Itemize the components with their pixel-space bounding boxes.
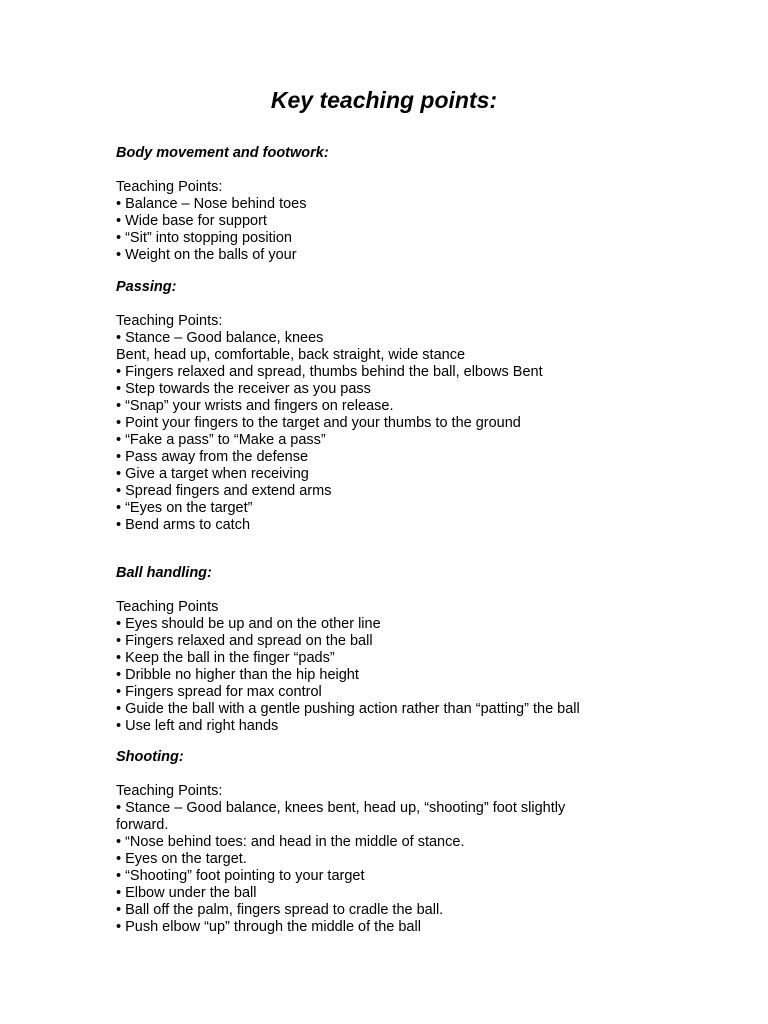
list-item: • Elbow under the ball <box>116 885 257 901</box>
list-item: • “Fake a pass” to “Make a pass” <box>116 432 326 448</box>
teaching-points-list <box>116 616 716 735</box>
list-item: • Weight on the balls of your <box>116 247 297 263</box>
list-item: • “Snap” your wrists and fingers on release. <box>116 398 394 414</box>
list-item: • Step towards the receiver as you pass <box>116 381 371 397</box>
list-item: • Point your fingers to the target and your thumbs to the ground <box>116 415 521 431</box>
list-item: • Stance – Good balance, knees bent, head up, “shooting” foot slightly forward. <box>116 800 566 833</box>
list-item: • “Shooting” foot pointing to your target <box>116 868 365 884</box>
page-title: Key teaching points: <box>270 87 498 113</box>
section-heading: Ball handling: <box>116 565 212 581</box>
list-item: • Wide base for support <box>116 213 267 229</box>
list-item: • Eyes on the target. <box>116 851 247 867</box>
list-item: • Guide the ball with a gentle pushing action rather than “patting” the ball <box>116 701 580 717</box>
section-shooting <box>116 749 616 936</box>
section-intro: Teaching Points: <box>116 313 223 329</box>
list-item: • Bend arms to catch <box>116 517 251 533</box>
list-item: • Stance – Good balance, knees <box>116 330 324 346</box>
list-item: • Pass away from the defense <box>116 449 309 465</box>
list-item: • Push elbow “up” through the middle of the ball <box>116 919 421 935</box>
list-item: • “Eyes on the target” <box>116 500 253 516</box>
section-intro: Teaching Points: <box>116 783 223 799</box>
section-intro: Teaching Points <box>116 599 219 615</box>
list-item: • Fingers relaxed and spread, thumbs behind the ball, elbows Bent <box>116 364 543 380</box>
list-item: • Keep the ball in the finger “pads” <box>116 650 335 666</box>
teaching-points-list <box>116 196 716 264</box>
section-intro: Teaching Points: <box>116 179 223 195</box>
list-item: • Fingers relaxed and spread on the ball <box>116 633 373 649</box>
section-body-movement <box>116 145 716 264</box>
list-item: • Spread fingers and extend arms <box>116 483 332 499</box>
teaching-points-list <box>116 330 716 534</box>
list-item: • “Sit” into stopping position <box>116 230 292 246</box>
section-heading: Shooting: <box>116 749 184 765</box>
teaching-points-list <box>116 800 616 936</box>
list-item: • Use left and right hands <box>116 718 279 734</box>
list-item: • Balance – Nose behind toes <box>116 196 307 212</box>
list-item: • “Nose behind toes: and head in the middle of stance. <box>116 834 465 850</box>
list-item: • Give a target when receiving <box>116 466 309 482</box>
section-passing <box>116 279 716 534</box>
section-heading: Body movement and footwork: <box>116 145 329 161</box>
list-item: • Fingers spread for max control <box>116 684 322 700</box>
section-ball-handling <box>116 565 716 735</box>
list-item: • Dribble no higher than the hip height <box>116 667 359 683</box>
list-item: • Ball off the palm, fingers spread to cradle the ball. <box>116 902 444 918</box>
list-item: Bent, head up, comfortable, back straight, wide stance <box>116 347 466 363</box>
section-heading: Passing: <box>116 279 177 295</box>
list-item: • Eyes should be up and on the other line <box>116 616 381 632</box>
